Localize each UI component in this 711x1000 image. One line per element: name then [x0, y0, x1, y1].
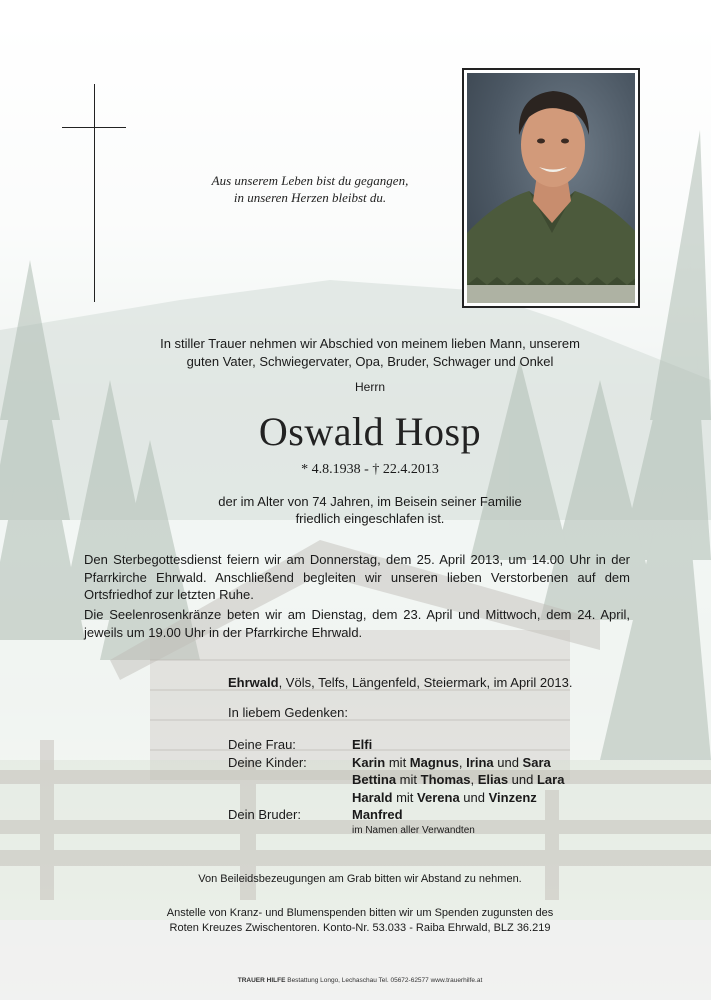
memorial-quote: [170, 172, 450, 206]
grandchild-name: Irina: [466, 754, 494, 770]
age-statement: [100, 493, 640, 527]
child-name: Karin: [352, 754, 386, 770]
relatives-note: im Namen aller Verwandten: [352, 825, 475, 836]
salutation: Herrn: [354, 380, 385, 394]
quote-line-1: Aus unserem Leben bist du gegangen,: [211, 173, 409, 188]
life-dates: * 4.8.1938 - † 22.4.2013: [301, 462, 439, 477]
connector-text: mit: [392, 789, 418, 805]
grandchild-name: Elias: [477, 772, 509, 787]
connector-text: mit: [396, 772, 421, 787]
wife-label: Deine Frau:: [228, 737, 296, 752]
partner-name: Verena: [417, 789, 460, 805]
footer-brand: TRAUER HILFE: [237, 977, 286, 984]
age-line-1: der im Alter von 74 Jahren, im Beisein seiner Familie: [218, 494, 522, 509]
age-line-2: friedlich eingeschlafen ist.: [295, 511, 445, 526]
family-row-brother: [228, 806, 564, 824]
children-line-3: [352, 789, 537, 807]
places-line: [228, 675, 572, 690]
intro-line-2: guten Vater, Schwiegervater, Opa, Bruder, Schwager und Onkel: [186, 354, 554, 369]
brother-label: Dein Bruder:: [228, 807, 301, 822]
funeral-service-text: Den Sterbegottesdienst feiern wir am Donnerstag, dem 25. April 2013, um 14.00 Uhr in der Pfarrkirche Ehrwald. Anschließend begleiten wir unseren lieben Verstorbenen auf dem Ortsfriedhof zur letzten Ruhe.: [84, 552, 630, 602]
family-row-children-2: [228, 771, 564, 789]
child-name: Bettina: [352, 772, 397, 787]
mourning-intro: [100, 335, 640, 371]
family-row-children-1: [228, 754, 564, 772]
connector-text: und: [459, 789, 489, 805]
quote-line-2: in unseren Herzen bleibst du.: [233, 190, 387, 205]
donation-note: [80, 906, 640, 936]
child-name: Harald: [352, 789, 393, 805]
connector-text: und: [508, 772, 537, 787]
wife-name: Elfi: [352, 737, 373, 752]
connector-text: ,: [458, 754, 467, 770]
condolence-note: Von Beileidsbezeugungen am Grab bitten wir Abstand zu nehmen.: [198, 873, 522, 885]
donation-line-1: Anstelle von Kranz- und Blumenspenden bitten wir um Spenden zugunsten des: [166, 907, 554, 919]
family-row-wife: [228, 736, 564, 754]
connector-text: und: [493, 754, 523, 770]
children-line-1: [352, 754, 551, 772]
cross-icon-vertical: [94, 84, 95, 302]
portrait-image: [467, 73, 635, 303]
cross-icon-horizontal: [62, 127, 126, 128]
partner-name: Magnus: [409, 754, 459, 770]
donation-line-2: Roten Kreuzes Zwischentoren. Konto-Nr. 53.033 - Raiba Ehrwald, BLZ 36.219: [169, 922, 551, 934]
brother-name: Manfred: [352, 807, 403, 822]
places-rest: , Völs, Telfs, Längenfeld, Steiermark, im April 2013.: [278, 675, 573, 690]
places-first: Ehrwald: [228, 675, 279, 690]
grandchild-name: Sara: [522, 754, 551, 770]
family-row-children-3: [228, 789, 564, 807]
connector-text: mit: [385, 754, 410, 770]
deceased-name: Oswald Hosp: [258, 409, 482, 454]
footer-imprint: [80, 977, 640, 984]
grandchild-name: Vinzenz: [488, 789, 537, 805]
partner-name: Thomas: [420, 772, 471, 787]
family-list: [228, 736, 564, 824]
connector-text: ,: [470, 772, 478, 787]
rosary-text: Die Seelenrosenkränze beten wir am Dienstag, dem 23. April und Mittwoch, dem 24. April, jeweils um 19.00 Uhr in der Pfarrkirche Ehrwald.: [84, 607, 630, 640]
portrait-photo: [462, 68, 640, 308]
in-memory-label: In liebem Gedenken:: [228, 705, 348, 720]
children-label: Deine Kinder:: [228, 754, 307, 770]
intro-line-1: In stiller Trauer nehmen wir Abschied von meinem lieben Mann, unserem: [160, 336, 580, 351]
grandchild-name: Lara: [536, 772, 565, 787]
footer-text: Bestattung Longo, Lechaschau Tel. 05672-62577 www.trauerhilfe.at: [285, 977, 483, 984]
person-portrait-drawing: [467, 73, 635, 303]
children-line-2: [352, 771, 564, 789]
